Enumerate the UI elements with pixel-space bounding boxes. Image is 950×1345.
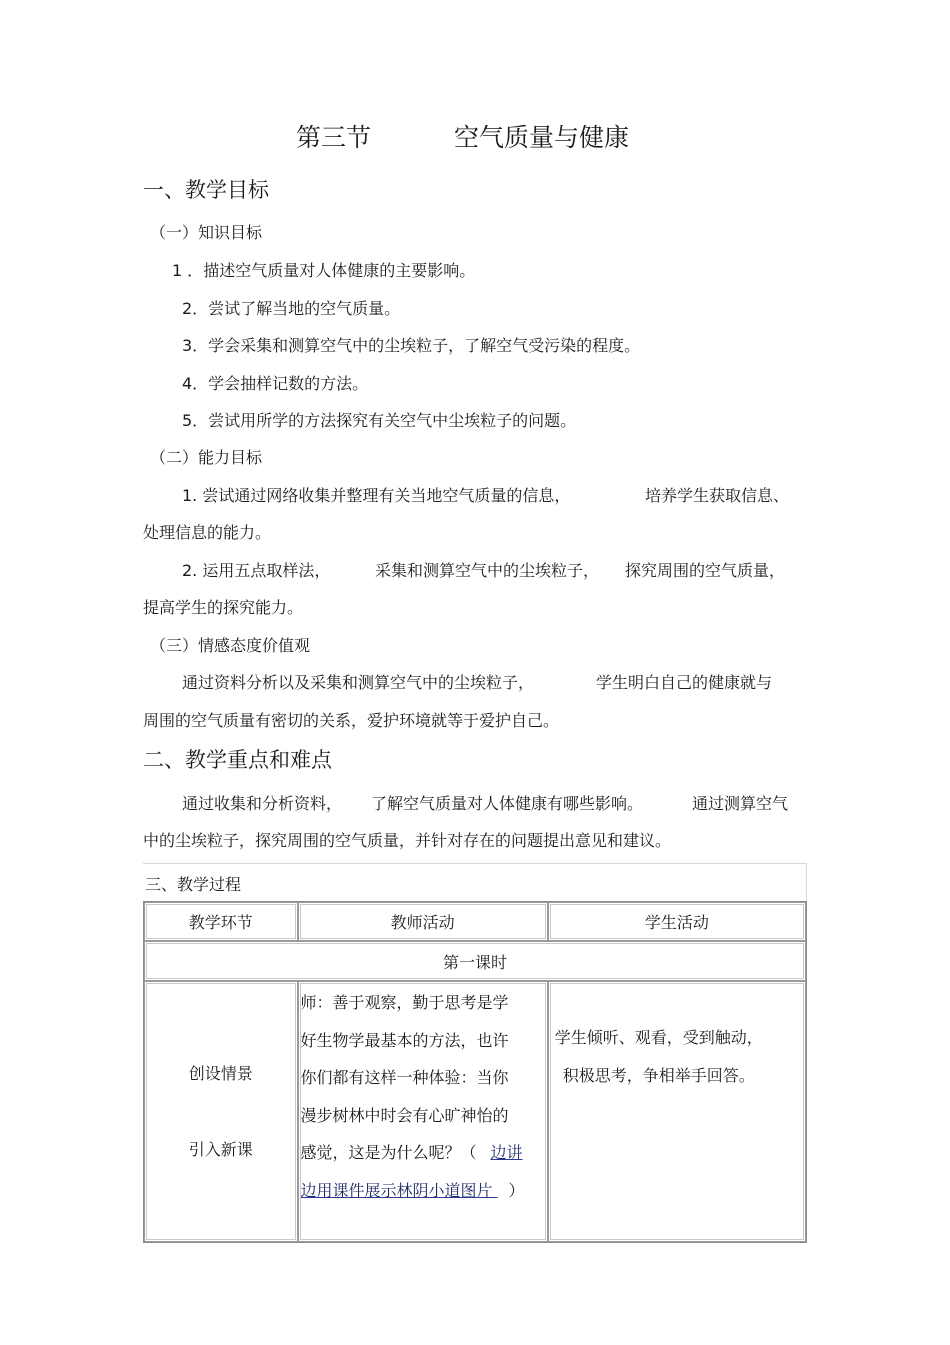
stage-cell xyxy=(144,981,298,1242)
teacher-note-close: ） xyxy=(508,1180,525,1200)
page-title-part1: 第三节 xyxy=(296,123,372,152)
section2-heading: 二、教学重点和难点 xyxy=(143,748,332,772)
column-header-stage: 教学环节 xyxy=(144,902,298,941)
teacher-line-2: 好生物学最基本的方法，也许 xyxy=(300,1030,509,1050)
page-title-part2: 空气质量与健康 xyxy=(454,123,630,152)
teacher-line-5-text: 感觉，这是为什么呢？（ xyxy=(300,1143,477,1162)
section1-heading: 一、教学目标 xyxy=(143,178,269,202)
emotion-line1-part-a: 通过资料分析以及采集和测算空气中的尘埃粒子， xyxy=(182,673,535,692)
focus-line1-part-c: 通过测算空气 xyxy=(692,794,789,813)
table-row xyxy=(144,981,806,1242)
ability-item2-part-a: 2. 运用五点取样法， xyxy=(182,561,331,580)
table-header-row xyxy=(144,902,806,941)
stage-line-1: 创设情景 xyxy=(188,1063,253,1083)
knowledge-item-3: 3．学会采集和测算空气中的尘埃粒子，了解空气受污染的程度。 xyxy=(182,336,641,355)
focus-line1-part-b: 了解空气质量对人体健康有哪些影响。 xyxy=(371,794,644,813)
ability-item2-part-b: 采集和测算空气中的尘埃粒子， xyxy=(375,561,600,580)
focus-line1-part-a: 通过收集和分析资料， xyxy=(182,794,343,813)
teacher-line-1: 师：善于观察，勤于思考是学 xyxy=(300,993,509,1012)
ability-item1-part-b: 培养学生获取信息、 xyxy=(645,486,790,505)
knowledge-item-5: 5．尝试用所学的方法探究有关空气中尘埃粒子的问题。 xyxy=(182,411,577,430)
knowledge-item-4: 4．学会抽样记数的方法。 xyxy=(182,374,369,393)
teacher-activity-cell xyxy=(298,981,548,1242)
section3-right-divider xyxy=(806,863,807,901)
student-line-1: 学生倾听、观看，受到触动， xyxy=(554,1028,763,1047)
ability-heading: （二）能力目标 xyxy=(150,448,263,467)
ability-item1-part-a: 1. 尝试通过网络收集并整理有关当地空气质量的信息， xyxy=(182,486,571,505)
teacher-line-6 xyxy=(301,1172,545,1210)
knowledge-item-2: 2．尝试了解当地的空气质量。 xyxy=(182,299,401,318)
ability-item1-part-c: 处理信息的能力。 xyxy=(143,523,272,542)
teacher-line-4: 漫步树林中时会有心旷神怡的 xyxy=(300,1105,509,1125)
knowledge-heading: （一）知识目标 xyxy=(150,223,263,242)
lesson-label: 第一课时 xyxy=(144,941,806,981)
lesson-row xyxy=(144,941,806,981)
teaching-process-table xyxy=(143,901,807,1243)
focus-line2: 中的尘埃粒子，探究周围的空气质量，并针对存在的问题提出意见和建议。 xyxy=(143,831,672,850)
emotion-line2: 周围的空气质量有密切的关系，爱护环境就等于爱护自己。 xyxy=(143,711,560,730)
teacher-line-3: 你们都有这样一种体验：当你 xyxy=(300,1068,509,1087)
section3-heading: 三、教学过程 xyxy=(145,875,242,894)
section3-top-divider xyxy=(143,863,807,864)
stage-line-2: 引入新课 xyxy=(188,1139,253,1159)
knowledge-item-1: 1 ．描述空气质量对人体健康的主要影响。 xyxy=(172,261,476,280)
column-header-student: 学生活动 xyxy=(548,902,806,941)
emotion-line1-part-b: 学生明白自己的健康就与 xyxy=(596,673,773,692)
ability-item2-part-d: 提高学生的探究能力。 xyxy=(143,598,304,617)
student-line-2: 积极思考，争相举手回答。 xyxy=(562,1065,755,1085)
column-header-teacher: 教师活动 xyxy=(298,902,548,941)
teacher-note-link-part1[interactable]: 边讲 xyxy=(490,1143,523,1162)
teacher-note-link-part2[interactable]: 边用课件展示林阴小道图片 xyxy=(300,1180,493,1200)
ability-item2-part-c: 探究周围的空气质量， xyxy=(625,561,786,580)
emotion-heading: （三）情感态度价值观 xyxy=(150,636,311,655)
student-activity-cell xyxy=(548,981,806,1242)
teacher-line-5 xyxy=(301,1134,545,1172)
